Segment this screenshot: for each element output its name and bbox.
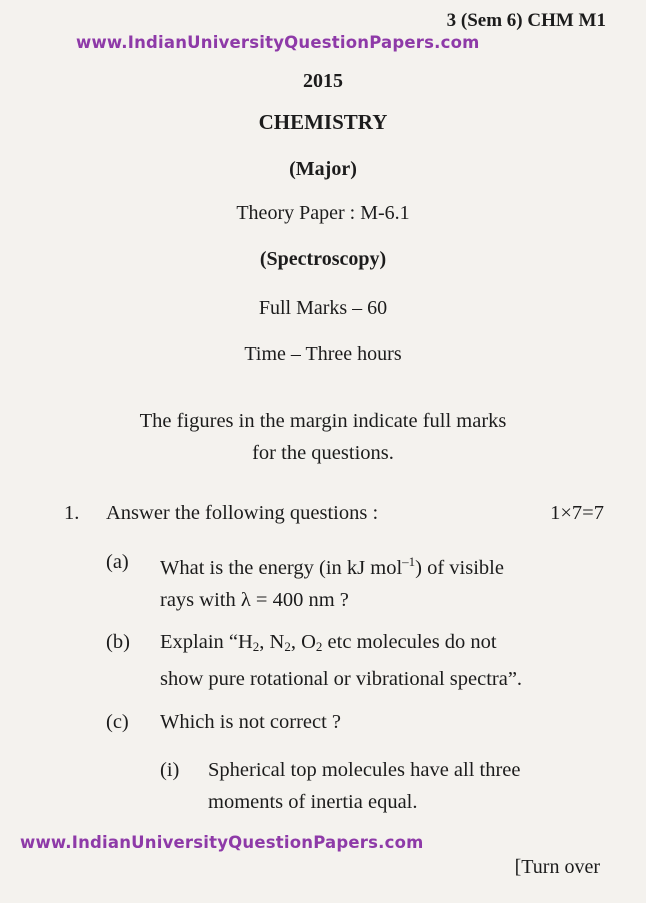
part-a-line-1: What is the energy (in kJ mol$^{-1}$) of visible (160, 554, 504, 579)
option-i-line-1: Spherical top molecules have all three (208, 759, 521, 781)
instructions (0, 405, 646, 469)
exam-time: Time – Three hours (244, 343, 402, 365)
part-b-line-2: show pure rotational or vibrational spectra”. (160, 668, 523, 690)
option-label: (i) (160, 759, 180, 781)
question-text: Answer the following questions : (106, 502, 379, 524)
question-part-c (106, 706, 606, 738)
exam-subject: CHEMISTRY (258, 110, 388, 134)
watermark-bottom[interactable]: www.IndianUniversityQuestionPapers.com (20, 833, 424, 852)
part-label: (a) (106, 551, 129, 573)
part-label: (c) (106, 711, 129, 733)
question-marks: 1×7=7 (550, 502, 604, 524)
option-i-line-2: moments of inertia equal. (208, 791, 418, 813)
watermark-top[interactable]: www.IndianUniversityQuestionPapers.com (76, 33, 480, 52)
exam-major: (Major) (289, 158, 357, 180)
exam-year: 2015 (303, 70, 343, 92)
turn-over: [Turn over (514, 856, 600, 878)
exam-topic: (Spectroscopy) (259, 248, 387, 270)
instructions-line-2: for the questions. (252, 442, 394, 464)
part-label: (b) (106, 631, 130, 653)
part-b-line-1: Explain “$H_2$, $N_2$, $O_2$ etc molecules do not (160, 631, 497, 654)
part-c-line-1: Which is not correct ? (160, 711, 342, 733)
full-marks: Full Marks – 60 (258, 297, 388, 319)
question-part-b (106, 626, 606, 695)
paper-code: 3 (Sem 6) CHM M1 (446, 10, 606, 31)
question-number: 1. (64, 502, 80, 524)
question-part-a (106, 546, 606, 616)
part-a-line-2: rays with λ = 400 nm ? (160, 588, 349, 611)
option-i (160, 754, 606, 818)
exam-paper: Theory Paper : M-6.1 (236, 202, 410, 224)
instructions-line-1: The figures in the margin indicate full marks (139, 410, 507, 432)
